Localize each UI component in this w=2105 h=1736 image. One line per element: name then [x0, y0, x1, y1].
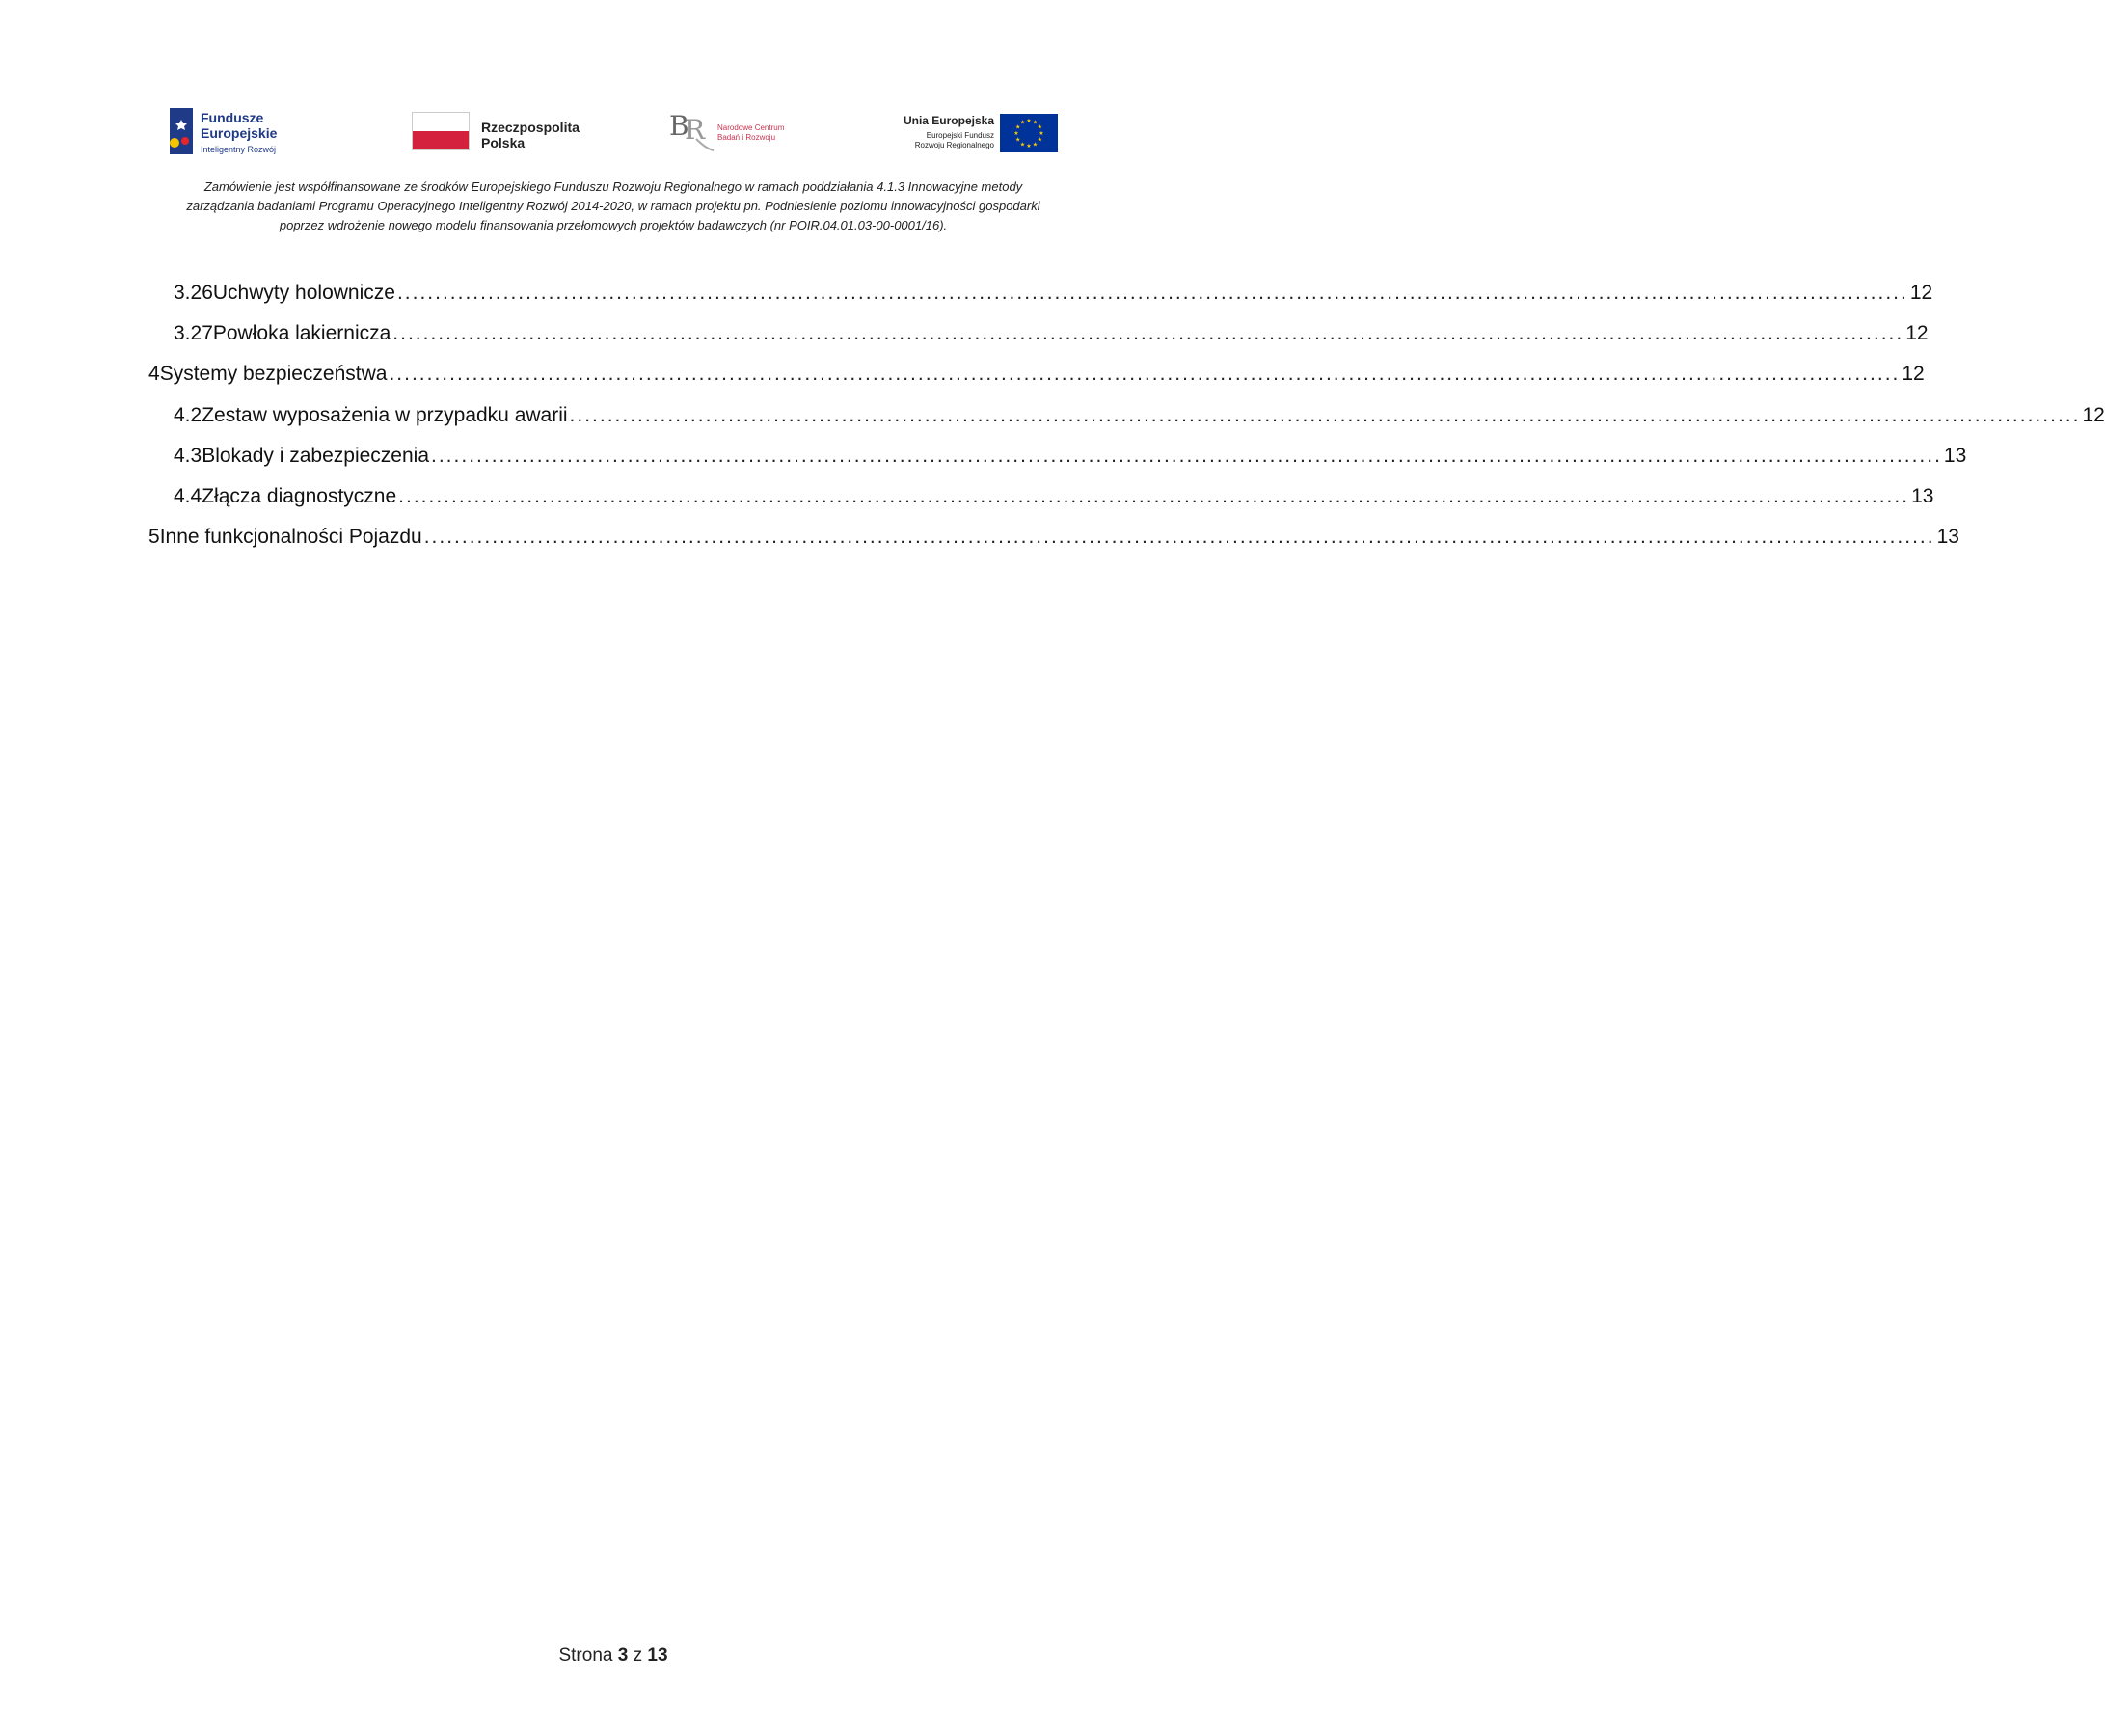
toc-entry-number: 5 [148, 526, 160, 549]
toc-dot-leader: ........................................................................................................................................................................................................ [389, 363, 1901, 386]
toc-entry-title: Inne funkcjonalności Pojazdu [159, 526, 422, 549]
svg-text:★: ★ [1026, 144, 1032, 149]
fe-line2: Europejskie [201, 125, 278, 141]
toc-dot-leader: ........................................................................................................................................................................................................ [398, 485, 1910, 507]
svg-text:★: ★ [1015, 124, 1021, 131]
ncbr-line2: Badań i Rozwoju [717, 133, 776, 142]
toc-entry-title: Powłoka lakiernicza [212, 322, 391, 345]
toc-entry[interactable] [148, 526, 1959, 558]
toc-entry[interactable] [174, 322, 1929, 355]
svg-text:★: ★ [1039, 131, 1044, 137]
fe-line3: Inteligentny Rozwój [201, 145, 277, 154]
toc-dot-leader: ........................................................................................................................................................................................................ [431, 444, 1942, 467]
footer-prefix: Strona [558, 1645, 613, 1666]
toc-entry-page: 13 [1911, 485, 1934, 507]
svg-text:★: ★ [1013, 131, 1019, 137]
fundusze-europejskie-logo [166, 104, 310, 162]
funding-note: Zamówienie jest współfinansowane ze środków Europejskiego Funduszu Rozwoju Regionalnego w ramach poddziałania 4.1.3 Innowacyjne metody zarządzania badaniami Programu Operacyjnego Inteligentny Rozwój 2014-2020, w ramach projektu pn. Podniesienie poziomu innowacyjności gospodarki poprzez wdrożenie nowego modelu finansowania przełomowych projektów badawczych (nr POIR.04.01.03-00-0001/16). [186, 179, 1040, 232]
toc-entry-page: 13 [1943, 444, 1967, 467]
fundusze-europejskie-icon [166, 104, 197, 158]
svg-text:R: R [685, 114, 706, 146]
footer-sep: z [633, 1645, 643, 1666]
toc-entry-number: 4.4 [174, 485, 202, 507]
toc-dot-leader: ........................................................................................................................................................................................................ [569, 403, 2081, 426]
toc-entry-number: 3.27 [174, 322, 213, 345]
toc-entry-title: Blokady i zabezpieczenia [202, 444, 430, 467]
page-footer [0, 1645, 1227, 1667]
toc-entry-number: 3.26 [174, 282, 213, 304]
ncbr-br-icon [667, 106, 715, 154]
svg-text:B: B [669, 110, 689, 142]
footer-current-page: 3 [617, 1645, 629, 1666]
fe-line1: Fundusze [201, 110, 264, 125]
svg-text:★: ★ [1032, 142, 1039, 149]
svg-text:★: ★ [1037, 137, 1042, 144]
toc-entry[interactable] [174, 485, 1934, 518]
svg-text:★: ★ [1019, 142, 1026, 149]
toc-entry-number: 4 [148, 363, 160, 386]
toc-entry-title: Uchwyty holownicze [212, 282, 395, 304]
rzeczpospolita-polska-logo [412, 104, 585, 162]
footer-total-pages: 13 [647, 1645, 668, 1666]
rp-line2: Polska [481, 135, 526, 150]
svg-text:★: ★ [1032, 120, 1039, 126]
toc-entry-page: 12 [1902, 363, 1925, 386]
ncbr-line1: Narodowe Centrum [717, 123, 785, 132]
toc-entry-title: Złącza diagnostyczne [202, 485, 397, 507]
toc-entry-title: Systemy bezpieczeństwa [159, 363, 388, 386]
ue-line2: Europejski Fundusz [926, 131, 994, 140]
rp-line1: Rzeczpospolita [481, 120, 580, 135]
toc-dot-leader: ........................................................................................................................................................................................................ [392, 322, 1904, 345]
toc-entry[interactable] [174, 403, 2105, 437]
svg-text:★: ★ [1015, 137, 1021, 144]
toc-dot-leader: ........................................................................................................................................................................................................ [396, 282, 1908, 304]
toc-entry-number: 4.3 [174, 444, 202, 467]
ue-line1: Unia Europejska [903, 114, 994, 127]
toc-dot-leader: ........................................................................................................................................................................................................ [423, 526, 1935, 549]
polish-flag-icon [412, 112, 470, 150]
toc-entry-number: 4.2 [174, 403, 202, 426]
ncbr-logo [667, 104, 812, 162]
toc-entry[interactable] [174, 444, 1967, 477]
header-logos [166, 104, 1072, 162]
eu-flag-icon [1000, 114, 1058, 152]
ue-line3: Rozwoju Regionalnego [914, 141, 994, 149]
svg-text:★: ★ [1026, 119, 1032, 124]
toc-entry-page: 12 [1905, 322, 1929, 345]
svg-text:★: ★ [1019, 120, 1026, 126]
toc-entry-page: 12 [2082, 403, 2105, 426]
toc-entry[interactable] [174, 282, 1933, 314]
svg-text:★: ★ [1037, 124, 1042, 131]
unia-europejska-logo [894, 104, 1077, 162]
toc-entry-page: 13 [1936, 526, 1959, 549]
toc-entry[interactable] [148, 363, 1925, 395]
toc-entry-title: Zestaw wyposażenia w przypadku awarii [202, 403, 568, 426]
toc-entry-page: 12 [1909, 282, 1933, 304]
